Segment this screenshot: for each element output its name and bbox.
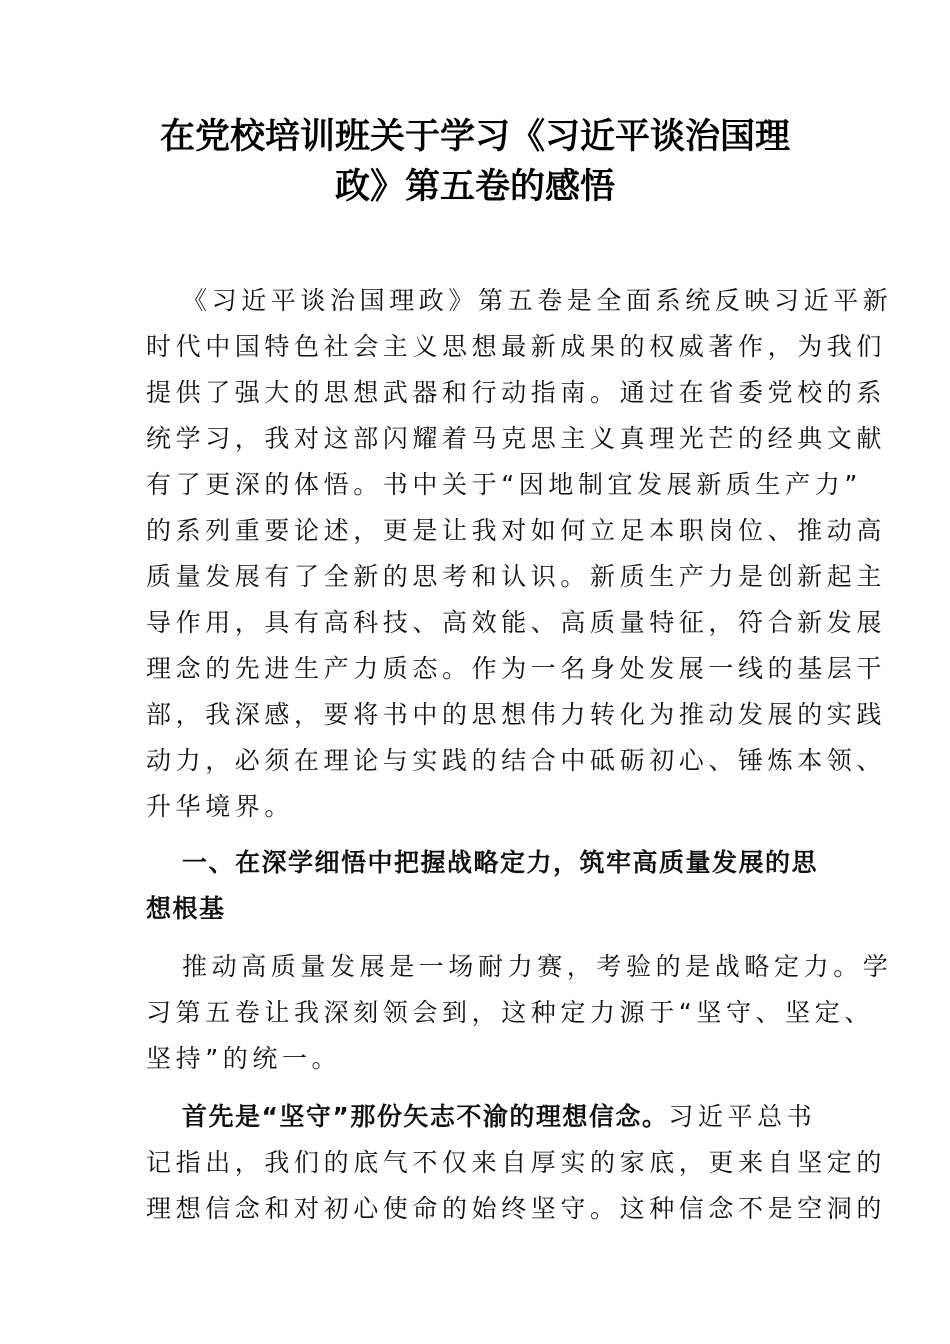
section-heading — [146, 840, 819, 932]
section-paragraph — [146, 944, 893, 1082]
text-line: 的系列重要论述，更是让我对如何立足本职岗位、推动高 — [146, 516, 887, 545]
text-line: 习第五卷让我深刻领会到，这种定力源于“坚守、坚定、 — [146, 998, 874, 1027]
heading-line: 一、在深学细悟中把握战略定力，筑牢高质量发展的思 — [182, 848, 819, 877]
text-line: 时代中国特色社会主义思想最新成果的权威著作，为我们 — [146, 332, 887, 361]
text-line: 有了更深的体悟。书中关于“因地制宜发展新质生产力” — [146, 470, 862, 499]
text-line: 坚持”的统一。 — [146, 1044, 342, 1073]
text-line: 《习近平谈治国理政》第五卷是全面系统反映习近平新 — [182, 286, 893, 315]
text-line: 动力，必须在理论与实践的结合中砥砺初心、锤炼本领、 — [146, 746, 887, 775]
text-line: 理想信念和对初心使命的始终坚守。这种信念不是空洞的 — [146, 1194, 887, 1223]
lead-line-rest: 习近平总书 — [668, 1102, 817, 1131]
point-paragraph — [146, 1094, 887, 1232]
text-line: 统学习，我对这部闪耀着马克思主义真理光芒的经典文献 — [146, 424, 887, 453]
text-line: 提供了强大的思想武器和行动指南。通过在省委党校的系 — [146, 378, 887, 407]
bold-lead-sentence: 首先是“坚守”那份矢志不渝的理想信念。 — [182, 1102, 669, 1131]
document-title — [140, 112, 810, 212]
title-line-1: 在党校培训班关于学习《习近平谈治国理 — [159, 116, 790, 157]
text-line: 记指出，我们的底气不仅来自厚实的家底，更来自坚定的 — [146, 1148, 887, 1177]
text-line: 导作用，具有高科技、高效能、高质量特征，符合新发展 — [146, 608, 887, 637]
text-line: 升华境界。 — [146, 792, 295, 821]
text-line: 质量发展有了全新的思考和认识。新质生产力是创新起主 — [146, 562, 887, 591]
intro-paragraph — [146, 278, 893, 830]
text-line: 部，我深感，要将书中的思想伟力转化为推动发展的实践 — [146, 700, 887, 729]
text-line: 推动高质量发展是一场耐力赛，考验的是战略定力。学 — [182, 952, 893, 981]
text-line: 理念的先进生产力质态。作为一名身处发展一线的基层干 — [146, 654, 887, 683]
heading-line: 想根基 — [146, 894, 226, 923]
text-line — [146, 1094, 817, 1140]
title-line-2: 政》第五卷的感悟 — [334, 166, 615, 207]
